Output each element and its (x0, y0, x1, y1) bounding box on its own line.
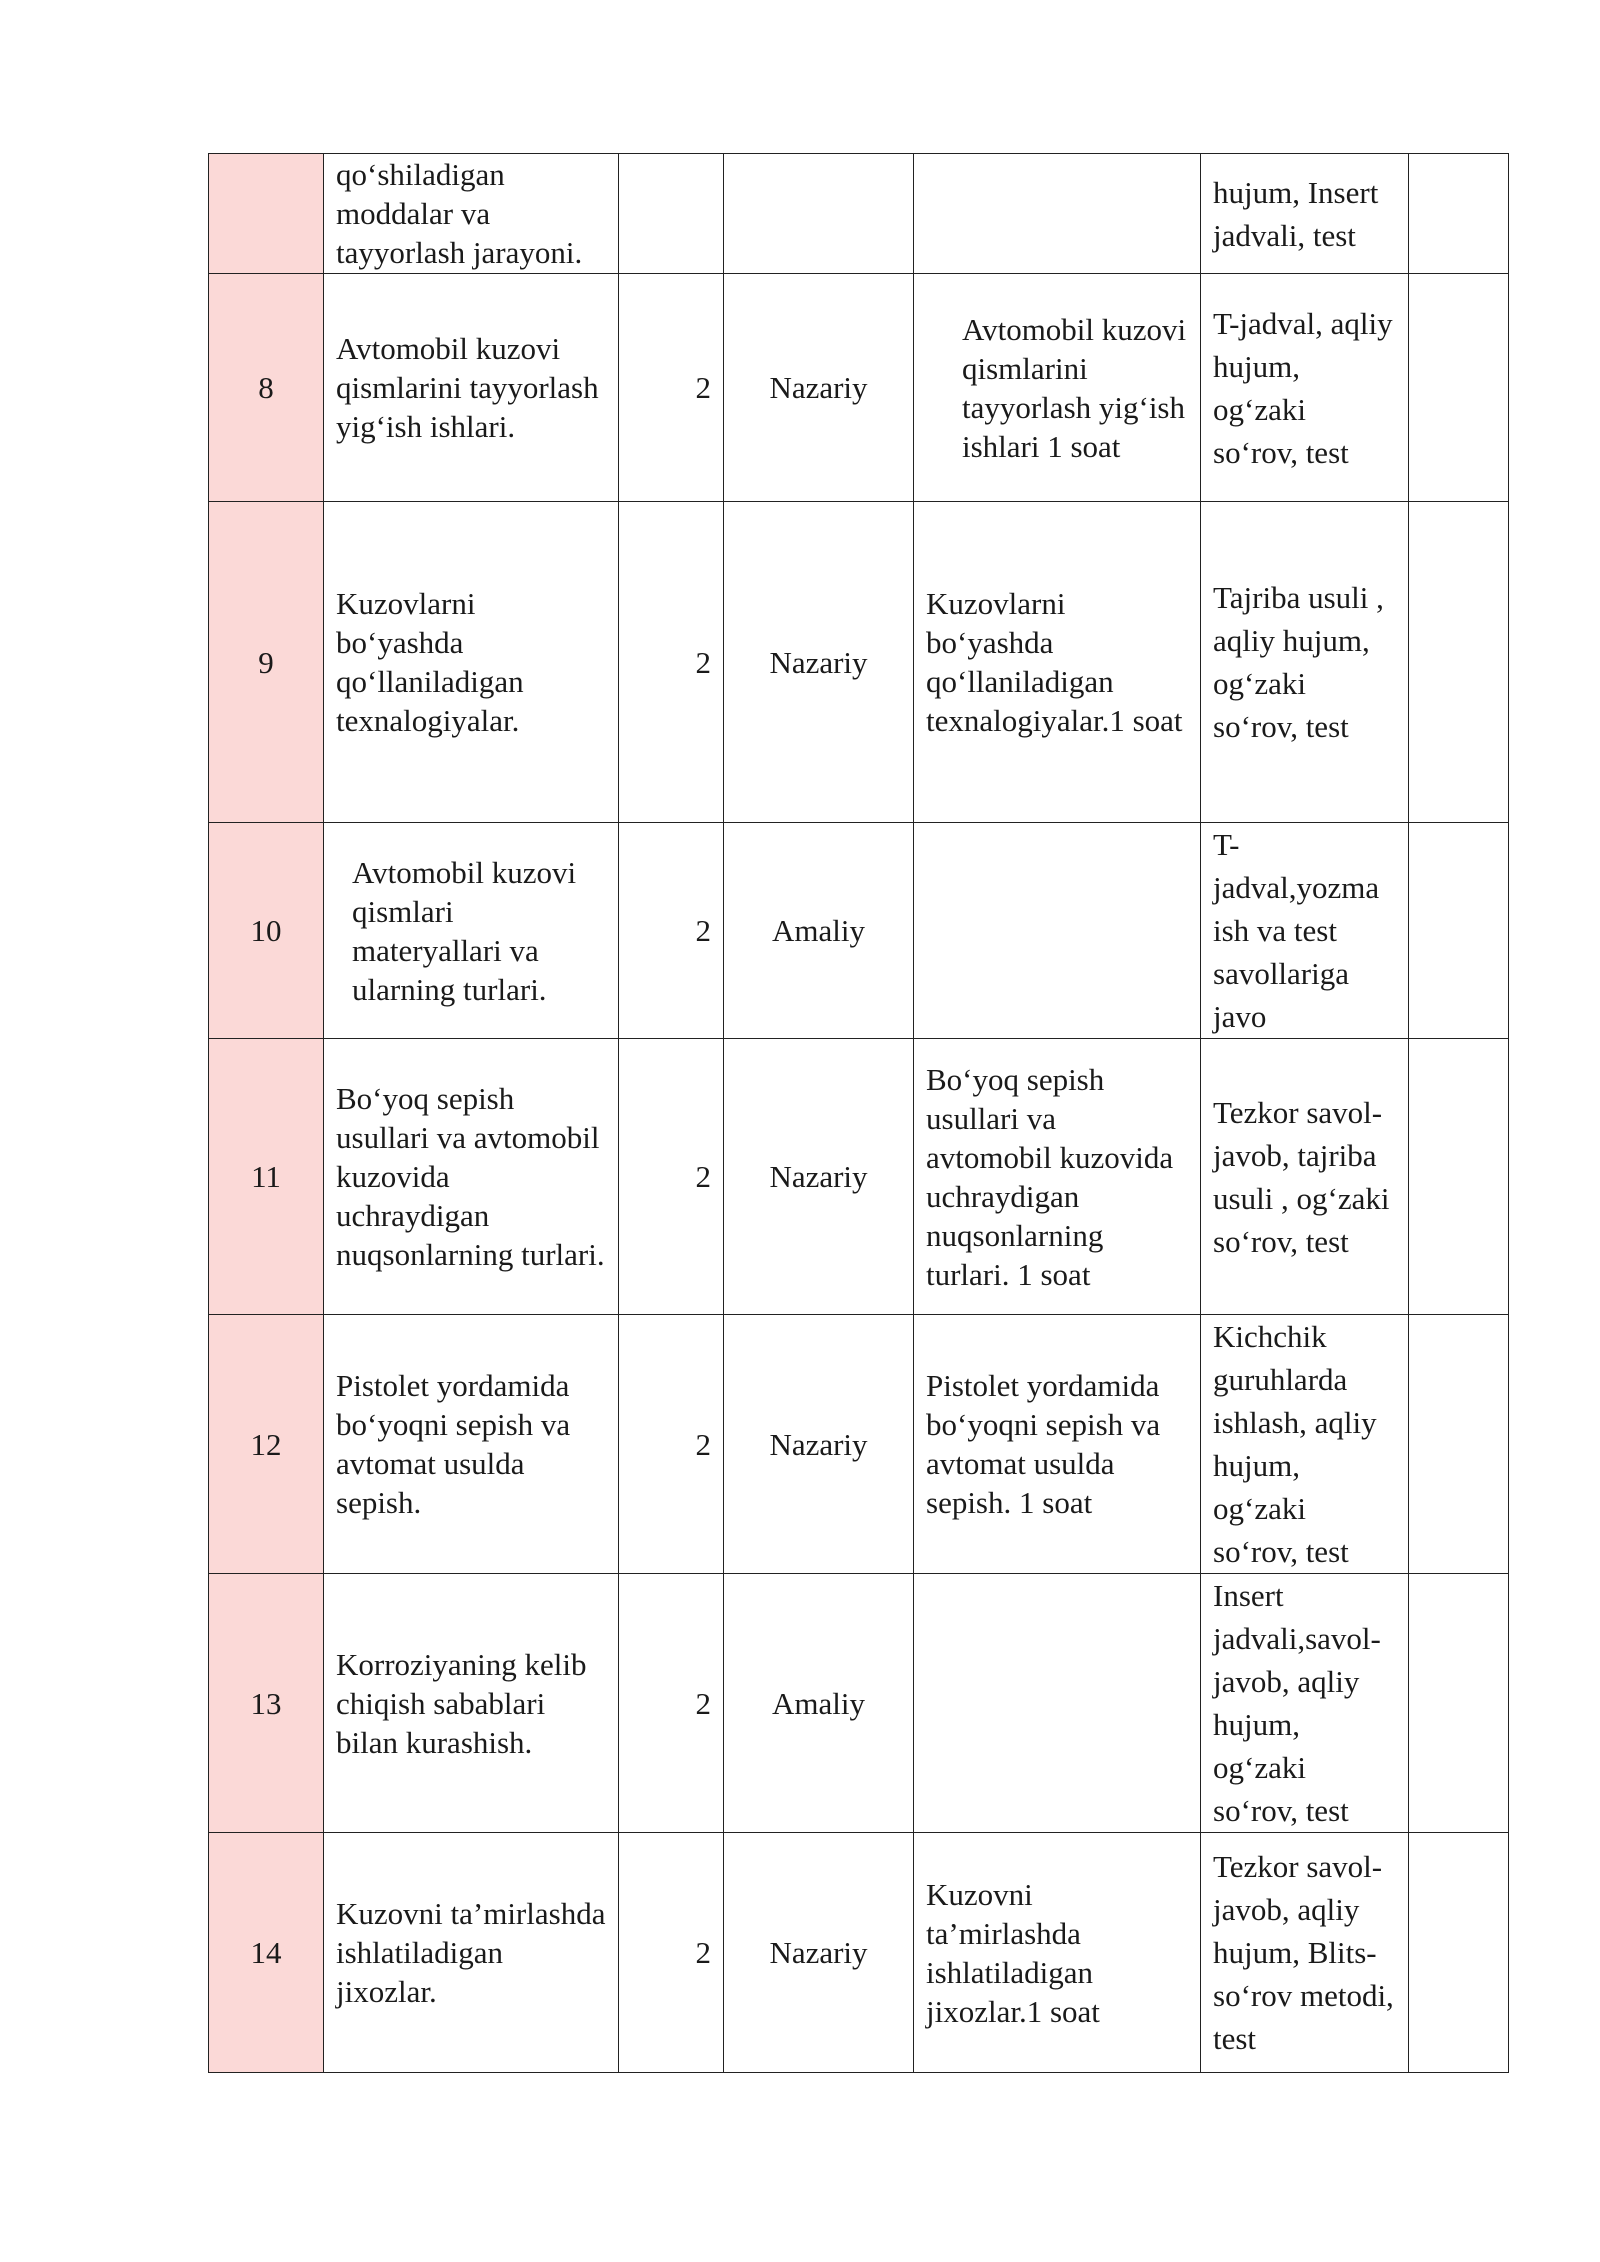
topic-cell: Pistolet yordamida bo‘yoqni sepish va avtomat usulda sepish. (324, 1315, 619, 1574)
empty-cell (1409, 154, 1509, 274)
empty-cell (1409, 1574, 1509, 1833)
independent-work-cell (914, 1574, 1201, 1833)
method-cell: Tajriba usuli , aqliy hujum, og‘zaki so‘rov, test (1201, 502, 1409, 823)
lesson-type-cell: Amaliy (724, 823, 914, 1039)
table-row (209, 1039, 1509, 1315)
hours-cell: 2 (619, 274, 724, 502)
empty-cell (1409, 502, 1509, 823)
hours-cell: 2 (619, 1833, 724, 2073)
independent-work-cell: Bo‘yoq sepish usullari va avtomobil kuzovida uchraydigan nuqsonlarning turlari. 1 soat (914, 1039, 1201, 1315)
empty-cell (1409, 1039, 1509, 1315)
method-cell: Tezkor savol-javob, aqliy hujum, Blits-so‘rov metodi, test (1201, 1833, 1409, 2073)
lesson-type-cell (724, 154, 914, 274)
topic-cell: Kuzovni ta’mirlashda ishlatiladigan jixozlar. (324, 1833, 619, 2073)
topic-cell: Avtomobil kuzovi qismlarini tayyorlash yig‘ish ishlari. (324, 274, 619, 502)
hours-cell: 2 (619, 1315, 724, 1574)
empty-cell (1409, 823, 1509, 1039)
independent-work-cell: Avtomobil kuzovi qismlarini tayyorlash yig‘ish ishlari 1 soat (914, 274, 1201, 502)
row-number: 10 (209, 823, 324, 1039)
method-cell: hujum, Insert jadvali, test (1201, 154, 1409, 274)
independent-work-cell: Kuzovni ta’mirlashda ishlatiladigan jixozlar.1 soat (914, 1833, 1201, 2073)
independent-work-cell (914, 823, 1201, 1039)
independent-work-cell: Kuzovlarni bo‘yashda qo‘llaniladigan texnalogiyalar.1 soat (914, 502, 1201, 823)
row-number: 13 (209, 1574, 324, 1833)
empty-cell (1409, 1833, 1509, 2073)
method-cell: T-jadval, aqliy hujum, og‘zaki so‘rov, test (1201, 274, 1409, 502)
hours-cell: 2 (619, 502, 724, 823)
row-number: 11 (209, 1039, 324, 1315)
topic-cell: qo‘shiladigan moddalar va tayyorlash jarayoni. (324, 154, 619, 274)
table-row (209, 1833, 1509, 2073)
row-number: 8 (209, 274, 324, 502)
table-row (209, 1315, 1509, 1574)
hours-cell: 2 (619, 823, 724, 1039)
method-cell: T-jadval,yozma ish va test savollariga javo (1201, 823, 1409, 1039)
table-row (209, 154, 1509, 274)
hours-cell: 2 (619, 1574, 724, 1833)
method-cell: Kichchik guruhlarda ishlash, aqliy hujum, og‘zaki so‘rov, test (1201, 1315, 1409, 1574)
lesson-type-cell: Amaliy (724, 1574, 914, 1833)
independent-work-cell (914, 154, 1201, 274)
row-number: 9 (209, 502, 324, 823)
row-number: 12 (209, 1315, 324, 1574)
lesson-type-cell: Nazariy (724, 1833, 914, 2073)
row-number: 14 (209, 1833, 324, 2073)
lesson-type-cell: Nazariy (724, 1039, 914, 1315)
hours-cell (619, 154, 724, 274)
lesson-type-cell: Nazariy (724, 1315, 914, 1574)
topic-cell: Avtomobil kuzovi qismlari materyallari va ularning turlari. (324, 823, 619, 1039)
empty-cell (1409, 274, 1509, 502)
topic-cell: Korroziyaning kelib chiqish sabablari bilan kurashish. (324, 1574, 619, 1833)
lesson-type-cell: Nazariy (724, 502, 914, 823)
method-cell: Insert jadvali,savol-javob, aqliy hujum, og‘zaki so‘rov, test (1201, 1574, 1409, 1833)
table-row (209, 502, 1509, 823)
topic-cell: Kuzovlarni bo‘yashda qo‘llaniladigan texnalogiyalar. (324, 502, 619, 823)
lesson-plan-table (208, 153, 1509, 2073)
table-row (209, 274, 1509, 502)
method-cell: Tezkor savol-javob, tajriba usuli , og‘zaki so‘rov, test (1201, 1039, 1409, 1315)
empty-cell (1409, 1315, 1509, 1574)
topic-cell: Bo‘yoq sepish usullari va avtomobil kuzovida uchraydigan nuqsonlarning turlari. (324, 1039, 619, 1315)
lesson-type-cell: Nazariy (724, 274, 914, 502)
table-row (209, 823, 1509, 1039)
independent-work-cell: Pistolet yordamida bo‘yoqni sepish va avtomat usulda sepish. 1 soat (914, 1315, 1201, 1574)
table-row (209, 1574, 1509, 1833)
row-number (209, 154, 324, 274)
hours-cell: 2 (619, 1039, 724, 1315)
